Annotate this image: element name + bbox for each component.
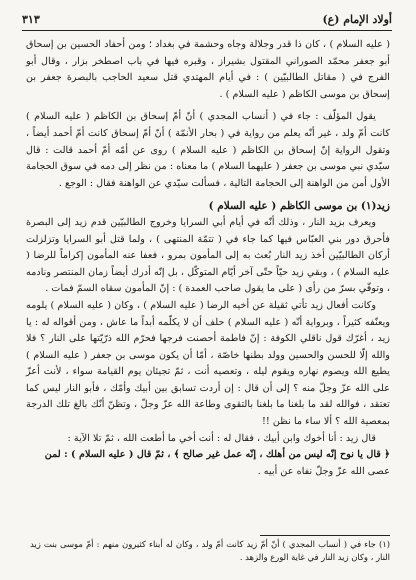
footnote: (١) جاء في ( أنساب المجدي ) أنّ أمّ زيد كانت أمّ ولد ، وكان له أبناء كثيرون منهم : أمّ موسى بنت زيد النار ، وكان زيد النار في غاية الورع والزهد .: [30, 539, 390, 562]
paragraph: عصى الله عزّ وجلّ نفاه عن أبيه .: [257, 465, 390, 477]
paragraph: ( عليه السلام ) ، كان ذا قدر وجلالة وجاه وحشمة في بغداد ؛ ومن أحفاد الحسين بن إسحاق أبو جعفر محمّد الصوراني المقتول بشيراز ، وقبره فيها في باب اصطخر بزار ، وقال أبو الفرج في ( مقاتل الطالبيّين ) : في أيام المهتدي قتل سعيد الحاجب بالبصرة جعفر بن إسحاق بن موسى الكاظم ( عليه السلام ) .: [26, 39, 390, 100]
section-title: زيد(١) بن موسى الكاظم ( عليه السلام ): [208, 200, 390, 213]
paragraph: قال زيد : أنا أخوك وابن أبيك ، فقال له : أنت أخي ما أطعت الله ، ثمّ تلا الآية :: [67, 432, 376, 444]
paragraph: وكانت أفعال زيد تأتي ثقيلة عن أخيه الرضا ( عليه السلام ) ، وكان ( عليه السلام ) يلومه ويعنّفه كثيراً ، وبرواية أنّه ( عليه السلام ) حلف أن لا يكلّمه أبداً ما عاش ، ومن أقواله له : يا زيد ، أغرّك قول ناقلي الكوفة : إنّ فاطمة أحصنت فرجها فحرّم الله ذرّيّتها على النار ؟ فلا والله إلّا للحسن والحسين وولد بطنها خاصّة ، أمّا أن يكون موسى بن جعفر ( عليه السلام ) يطيع الله ويصوم نهاره ويقوم ليله ، وتعصيه أنت ، ثمّ تجيئان يوم القيامة سواء ، لأنت أعزّ على الله عزّ وجلّ منه ؟ إلى أن قال : إن أردت تسابق بين أبيك وأمّك ، فأبو النار ليس كما تعتقد ، فوالله لقد ما بلغنا ما بلغنا بالتقوى وطاعة الله عزّ وجلّ ، وتظنّ أنّك بالغ تلك الدرجة بمعصية الله ؟ ألا ساء ما نظن !!: [26, 299, 390, 428]
running-title: أولاد الإمام (ع): [322, 13, 392, 26]
paragraph: يقول المؤلّف : جاء في ( أنساب المجدي ) أنّ أمّ إسحاق بن الكاظم ( عليه السلام ) كانت أمّ ولد ، غير أنّه يعلم من رواية في ( بحار الأنمّة ) أنّ أمّ إسحاق كانت أمّ أحمد أيضاً ، وتقول الرواية إنّ إسحاق بن الكاظم ( عليه السلام ) روى عن أمّه أمّ أحمد قالت : قال سيّدي نبي موسى بن جعفر ( عليهما السلام ) ما معناه : من نظر إلى دمه في سوق الحجامة الأول أمن من الواهنة إلى الحجامة التالية ، فسألت سيّدي عن الواهنة فقال : الوجع .: [26, 111, 390, 189]
paragraph: ويعرف بزيد النار ، وذلك أنّه في أيام أبي السرايا وخروج الطالبيّين قدم زيد إلى البصرة فأحرق دور بني العبّاس فيها كما جاء في ( تتمّة المنتهى ) ، ولما قتل أبو السرايا وتزلزلت أركان الطالبيّين أخذ زيد النار بُعث به إلى المأمون بمرو ، فعفا عنه المأمون إكراماً للرضا ( عليه السلام ) ، وبقي زيد حيّاً حتّى آخر أيّام المتوكّل ، بل إنّه أدرك أيضاً زمان المنتصر ونادمه ، وتوفّي بسرّ من رأى ( على ما يقول صاحب العمدة ) : إنّ المأمون سقاه السمّ فمات .: [26, 216, 390, 295]
main-text: [26, 37, 390, 480]
footnote-divider: [260, 535, 390, 536]
page-header: [22, 8, 392, 26]
quran-verse: ﴿ قال يا نوح إنّه ليس من أهلك ، إنّه عمل غير صالح ﴾ ، ثمّ قال ( عليه السلام ) : لمن: [44, 449, 390, 461]
header-divider: [22, 30, 392, 31]
page-number: ٣١٣: [22, 13, 40, 26]
